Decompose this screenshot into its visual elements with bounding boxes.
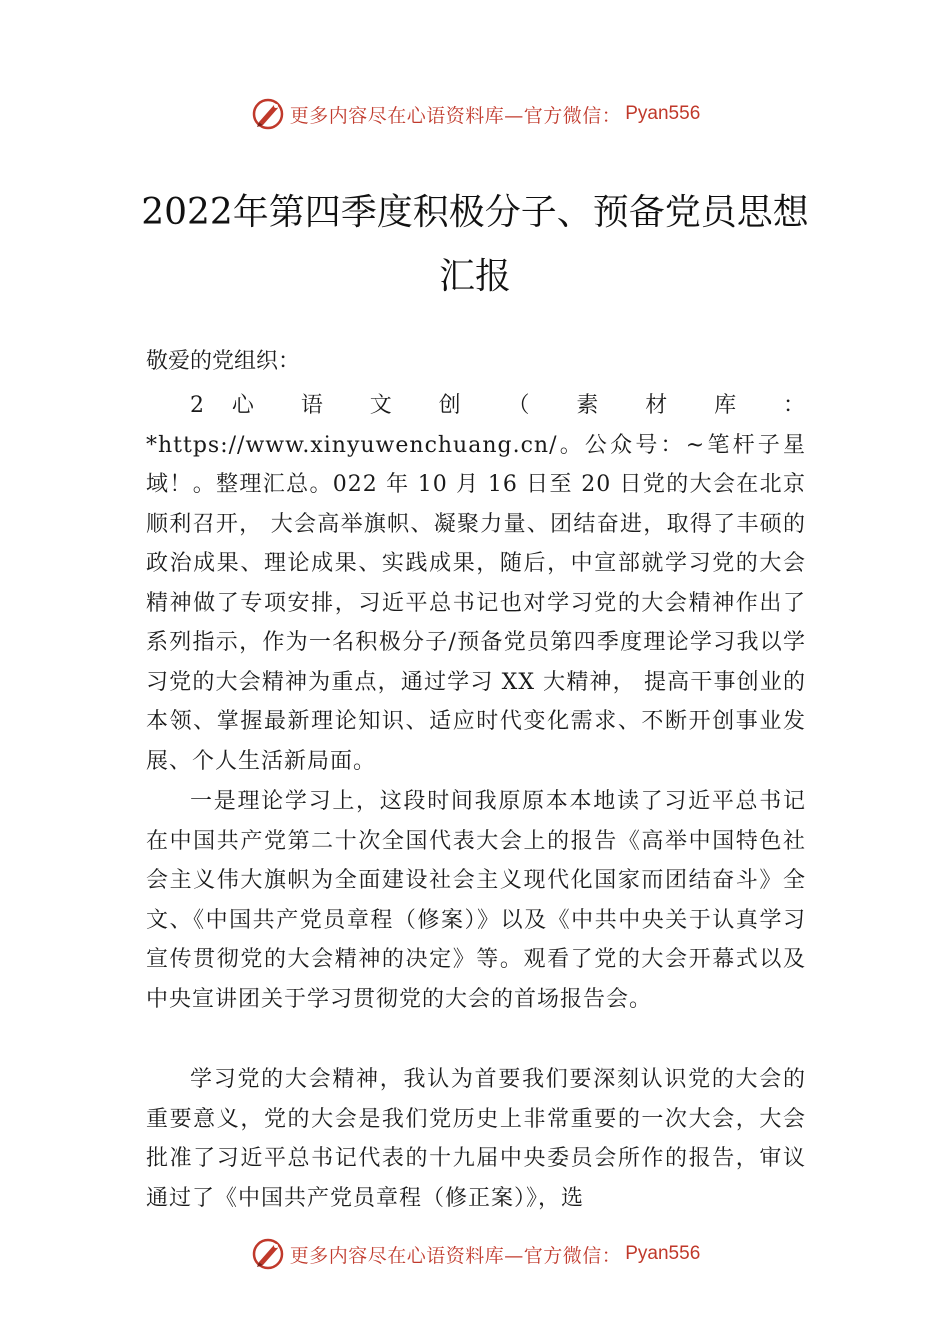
document-title-line1: 2022年第四季度积极分子、预备党员思想 <box>141 192 809 233</box>
banner-text: 更多内容尽在心语资料库—官方微信： <box>289 1244 622 1267</box>
pen-logo-icon <box>250 96 286 132</box>
paragraph-1: 2 心 语 文 创 （ 素 材 库 ： *https://www.xinyuwenchuang.cn/。公众号：~笔杆子星域！。整理汇总。022 年 10 月 16 日至 20 日党的大会在北京顺利召开， 大会高举旗帜、凝聚力量、团结奋进，取得了丰硕的政治成果、理论成果、实践成果，随后，中宣部就学习党的大会精神做了专项安排，习近平总书记也对学习党的大会精神作出了系列指示，作为一名积极分子/预备党员第四季度理论学习我以学习党的大会精神为重点，通过学习 XX 大精神， 提高干事创业的本领、掌握最新理论知识、适应时代变化需求、不断开创事业发展、个人生活新局面。 <box>146 393 806 774</box>
paragraph-2: 一是理论学习上，这段时间我原原本本地读了习近平总书记在中国共产党第二十次全国代表大会上的报告《高举中国特色社会主义伟大旗帜为全面建设社会主义现代化国家而团结奋斗》全文、《中国共产党员章程（修案）》以及《中共中央关于认真学习宣传贯彻党的大会精神的决定》等。观看了党的大会开幕式以及中央宣讲团关于学习贯彻党的大会的首场报告会。 <box>146 789 806 1012</box>
banner-wechat-id: Pyan556 <box>625 1243 701 1264</box>
banner-wechat-id: Pyan556 <box>625 103 701 124</box>
header-banner <box>0 94 950 134</box>
banner-text: 更多内容尽在心语资料库—官方微信： <box>289 104 622 127</box>
footer-banner <box>0 1234 950 1274</box>
paragraph-3: 学习党的大会精神，我认为首要我们要深刻认识党的大会的重要意义，党的大会是我们党历史上非常重要的一次大会，大会批准了习近平总书记代表的十九届中央委员会所作的报告，审议通过了《中国共产党员章程（修正案）》，选 <box>146 1067 806 1211</box>
document-title-line2: 汇报 <box>438 256 511 297</box>
pen-logo-icon <box>250 1236 286 1272</box>
greeting: 敬爱的党组织： <box>146 349 301 374</box>
